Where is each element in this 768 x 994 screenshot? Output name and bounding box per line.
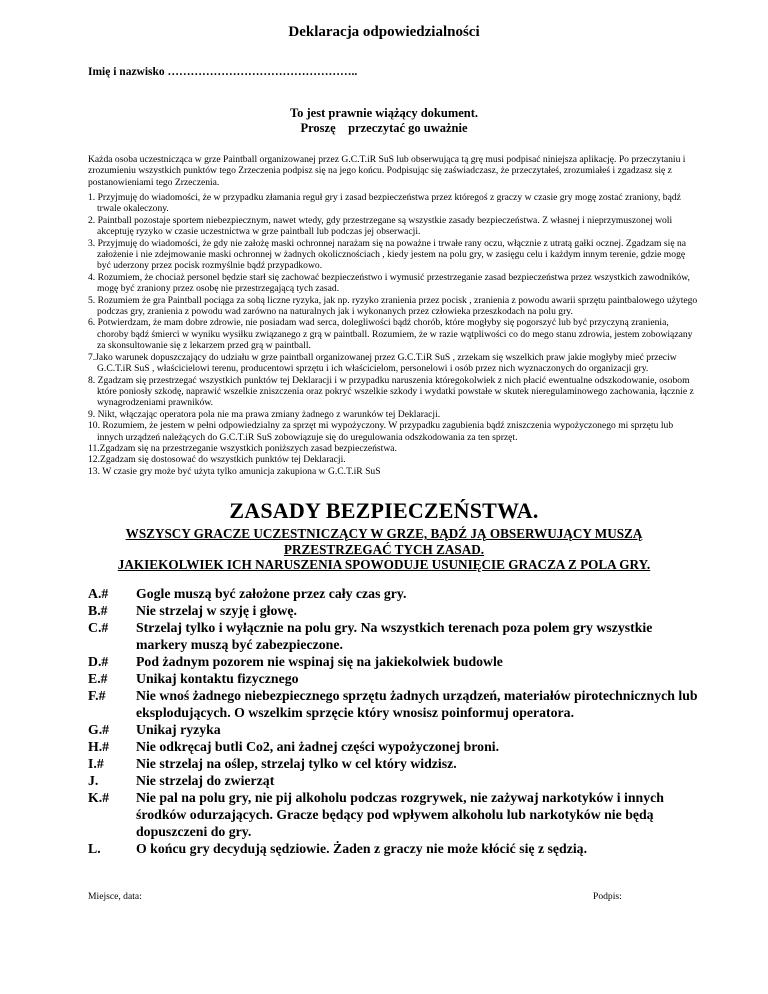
rule-item (88, 789, 700, 840)
rule-item (88, 721, 700, 738)
declaration-point: 6. Potwierdzam, że mam dobre zdrowie, nie posiadam wad serca, dolegliwości bądź chorób, które mogłyby się pogorszyć lub być przyczyną zranienia, choroby bądź śmierci w wyniku wysiłku związanego z grą w paintball. Rozumiem, że w razie wątpliwości co do mego stanu zdrowia, jestem zobowiązany za skonsultowanie się z lekarzem przed grą w paintball. (88, 317, 693, 352)
safety-header-line-3: JAKIEKOLWIEK ICH NARUSZENIA SPOWODUJE USUNIĘCIE GRACZA Z POLA GRY. (117, 557, 651, 573)
rule-item (88, 602, 700, 619)
declaration-point: 7.Jako warunek dopuszczający do udziału w grze paintball organizowanej przez G.C.T.iR SuS , zrzekam się wszelkich praw jakie mogłyby mieć przeciw G.C.T.iR SuS , właścicielowi terenu, producentowi sprzętu i ich właścicielom, personelowi i osób przez nich wyznaczonych do organizacji gry. (88, 351, 677, 375)
rule-code: A.# (88, 586, 109, 601)
rule-item (88, 840, 700, 857)
declaration-point: 10. Rozumiem, że jestem w pełni odpowiedzialny za sprzęt mi wypożyczony. W przypadku zagubienia bądź zniszczenia wypożyczonego mi sprzętu lub innych urządzeń należących do G.C.T.iR SuS zobowiązuje się do uregulowania odszkodowania za ten sprzęt. (88, 420, 674, 443)
declaration-point: 8. Zgadzam się przestrzegać wszystkich punktów tej Deklaracji i w przypadku naruszenia któregokolwiek z nich płacić ewentualne odszkodowanie, osobom które poniosły szkodę, naprawić wszelkie zniszczenia oraz pokryć wszelkie szkody i wydatki powstałe w skutek nieregulaminowego zachowania, łącznie z wynagrodzeniami prawników. (88, 374, 694, 409)
notice-line-1: To jest prawnie wiążący dokument. (289, 106, 479, 120)
declaration-point: 9. Nikt, włączając operatora pola nie ma prawa zmiany żadnego z warunków tej Deklaracji. (88, 408, 441, 420)
declaration-point: 1. Przyjmuję do wiadomości, że w przypadku złamania reguł gry i zasad bezpieczeństwa przez któregoś z graczy w czasie gry mogę zostać zraniony, bądź trwale okaleczony. (88, 192, 681, 215)
safety-rules-list (88, 585, 700, 857)
safety-header-line-2: PRZESTRZEGAĆ TYCH ZASAD. (283, 541, 485, 557)
declaration-point: 13. W czasie gry może być użyta tylko amunicja zakupiona w G.C.T.iR SuS (88, 465, 381, 477)
place-date-label: Miejsce, data: (88, 891, 142, 902)
rule-item (88, 772, 700, 789)
rule-code: J. (88, 773, 99, 788)
rule-item (88, 670, 700, 687)
document-title: Deklaracja odpowiedzialności (288, 24, 480, 40)
safety-header-line-1: WSZYSCY GRACZE UCZESTNICZĄCY W GRZE, BĄDŹ JĄ OBSERWUJĄCY MUSZĄ (125, 526, 643, 541)
legal-notice (0, 106, 768, 136)
rule-text: Nie strzelaj na oślep, strzelaj tylko w cel który widzisz. (136, 756, 457, 771)
rule-text: Strzelaj tylko i wyłącznie na polu gry. Na wszystkich terenach poza polem gry wszystkie markery muszą być zabezpieczone. (136, 620, 653, 652)
rule-code: E.# (88, 671, 108, 686)
rule-item (88, 687, 700, 721)
rule-text: Pod żadnym pozorem nie wspinaj się na jakiekolwiek budowle (136, 654, 503, 669)
signature-label: Podpis: (593, 891, 622, 902)
rule-code: B.# (88, 603, 108, 618)
rule-text: Nie strzelaj do zwierząt (136, 773, 275, 788)
rule-text: Nie wnoś żadnego niebezpiecznego sprzętu żadnych urządzeń, materiałów pirotechnicznych lub eksplodujących. O wszelkim sprzęcie który wnosisz poinformuj operatora. (136, 688, 698, 720)
rule-text: Nie strzelaj w szyję i głowę. (136, 603, 297, 618)
rule-code: C.# (88, 620, 109, 635)
declaration-point: 4. Rozumiem, że chociaż personel będzie starł się zachować bezpieczeństwo i wymusić przestrzeganie zasad bezpieczeństwa przez wszystkich zawodników, mogę być zraniony przez osobę nie przestrzegającą tych zasad. (88, 271, 690, 295)
rule-item (88, 738, 700, 755)
rule-code: I.# (88, 756, 104, 771)
rule-item (88, 619, 700, 653)
rule-code: G.# (88, 722, 110, 737)
notice-line-2: Proszę przeczytać go uważnie (300, 121, 468, 135)
rule-code: K.# (88, 790, 110, 805)
declaration-point: 2. Paintball pozostaje sportem niebezpiecznym, nawet wtedy, gdy przestrzegane są wszystkie zasady bezpieczeństwa. Z własnej i nieprzymuszonej woli akceptuję ryzyko w czasie uczestnictwa w grze paintball lub podczas jej obserwacji. (88, 214, 673, 238)
declaration-point: 12.Zgadzam się dostosować do wszystkich punktów tej Deklaracji. (88, 454, 346, 466)
declaration-point: 3. Przyjmuję do wiadomości, że gdy nie założę maski ochronnej narażam się na poważne i trwałe rany oczu, włącznie z utratą gałki ocznej. Zgadzam się na założenie i nie zdejmowanie maski ochronnej w żadnych okolicznościach , kiedy jestem na polu gry, w zasięgu celu i każdym innym terenie, gdzie mogę być uderzony przez pocisk rozmyślnie bądź przypadkowo. (88, 237, 687, 272)
rule-text: Gogle muszą być założone przez cały czas gry. (136, 586, 407, 601)
declaration-points (88, 192, 698, 477)
intro-paragraph: Każda osoba uczestnicząca w grze Paintball organizowanej przez G.C.T.iR SuS lub obserwująca tą grę musi podpisać niniejsza aplikację. Po przeczytaniu i zrozumieniu wszystkich punktów tego Zrzeczenia podpisz się na jego końcu. Podpisując się zaświadczasz, że przeczytałeś, zrozumiałeś i zgadzasz się z postanowieniami tego Zrzeczenia. (88, 154, 686, 188)
declaration-point: 11.Zgadzam się na przestrzeganie wszystkich poniższych zasad bezpieczeństwa. (88, 442, 397, 454)
declaration-point: 5. Rozumiem że gra Paintball pociąga za sobą liczne ryzyka, jak np. ryzyko zranienia przez pocisk , zranienia z powodu awarii sprzętu paintbalowego użytego podczas gry, zranienia z powodu wad zarówno na naturalnych jak i wykonanych przez człowieka przeszkodach na polu gry. (88, 294, 698, 318)
safety-rules-header (0, 526, 768, 573)
rule-item (88, 653, 700, 670)
rule-text: Nie odkręcaj butli Co2, ani żadnej części wypożyczonej broni. (136, 739, 500, 754)
rule-code: F.# (88, 688, 106, 703)
rule-text: O końcu gry decydują sędziowie. Żaden z graczy nie może kłócić się z sędzią. (136, 841, 588, 856)
rule-text: Unikaj ryzyka (136, 722, 221, 737)
name-field-line: Imię i nazwisko ………………………………………….. (88, 66, 358, 78)
safety-rules-title: ZASADY BEZPIECZEŃSTWA. (229, 498, 539, 523)
rule-text: Nie pal na polu gry, nie pij alkoholu podczas rozgrywek, nie zażywaj narkotyków i innych środków odurzających. Gracze będący pod wpływem alkoholu lub narkotyków nie będą dopuszczeni do gry. (136, 790, 664, 839)
rule-code: H.# (88, 739, 110, 754)
rule-text: Unikaj kontaktu fizycznego (136, 671, 299, 686)
rule-item (88, 755, 700, 772)
rule-code: L. (88, 841, 101, 856)
rule-code: D.# (88, 654, 109, 669)
rule-item (88, 585, 700, 602)
